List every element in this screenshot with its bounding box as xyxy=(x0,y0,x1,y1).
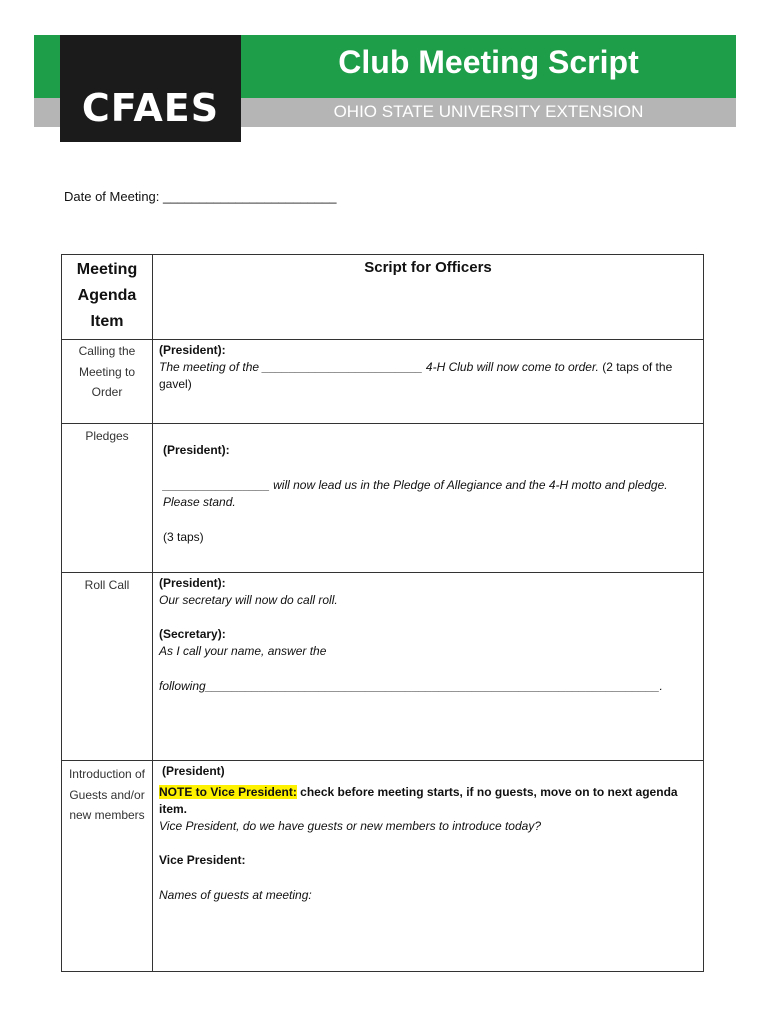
script-cell xyxy=(153,573,704,761)
table-row xyxy=(62,573,704,761)
agenda-item: Pledges xyxy=(62,424,153,573)
page-subtitle: OHIO STATE UNIVERSITY EXTENSION xyxy=(333,102,644,121)
agenda-item: Calling the Meeting to Order xyxy=(62,340,153,424)
speaker-label: (President): xyxy=(163,443,230,457)
script-cell xyxy=(153,340,704,424)
meeting-script-table xyxy=(61,254,704,972)
table-row xyxy=(62,340,704,424)
script-text: ________________ will now lead us in the Pledge of Allegiance and the 4-H motto and pledge. Please stand. xyxy=(163,478,668,509)
table-row xyxy=(62,424,704,573)
page-title: Club Meeting Script xyxy=(338,44,639,80)
script-text: Names of guests at meeting: xyxy=(159,888,312,902)
script-text: As I call your name, answer the xyxy=(159,644,327,658)
cfaes-logo xyxy=(60,35,241,142)
script-cell xyxy=(153,761,704,972)
header-agenda-item: Meeting Agenda Item xyxy=(62,255,153,340)
note-to-vice-president: NOTE to Vice President: check before meeting starts, if no guests, move on to next agenda item. xyxy=(159,785,678,816)
speaker-label: (Secretary): xyxy=(159,627,226,641)
agenda-item: Roll Call xyxy=(62,573,153,761)
logo-text: CFAES xyxy=(81,86,220,130)
speaker-label: (President) xyxy=(162,764,225,778)
agenda-item: Introduction of Guests and/or new members xyxy=(62,761,153,972)
script-text: The meeting of the ________________________ 4-H Club will now come to order. (2 taps of the gavel) xyxy=(159,360,673,391)
table-header-row xyxy=(62,255,704,340)
table-row xyxy=(62,761,704,972)
script-text: Our secretary will now do call roll. xyxy=(159,593,338,607)
header-script: Script for Officers xyxy=(153,255,704,340)
script-text: Vice President, do we have guests or new members to introduce today? xyxy=(159,819,541,833)
script-text: following____________________________________________________________________. xyxy=(159,679,663,693)
script-text: (3 taps) xyxy=(163,530,204,544)
script-cell xyxy=(153,424,704,573)
date-of-meeting: Date of Meeting: ________________________ xyxy=(64,189,337,204)
speaker-label: Vice President: xyxy=(159,853,246,867)
speaker-label: (President): xyxy=(159,343,226,357)
speaker-label: (President): xyxy=(159,576,226,590)
